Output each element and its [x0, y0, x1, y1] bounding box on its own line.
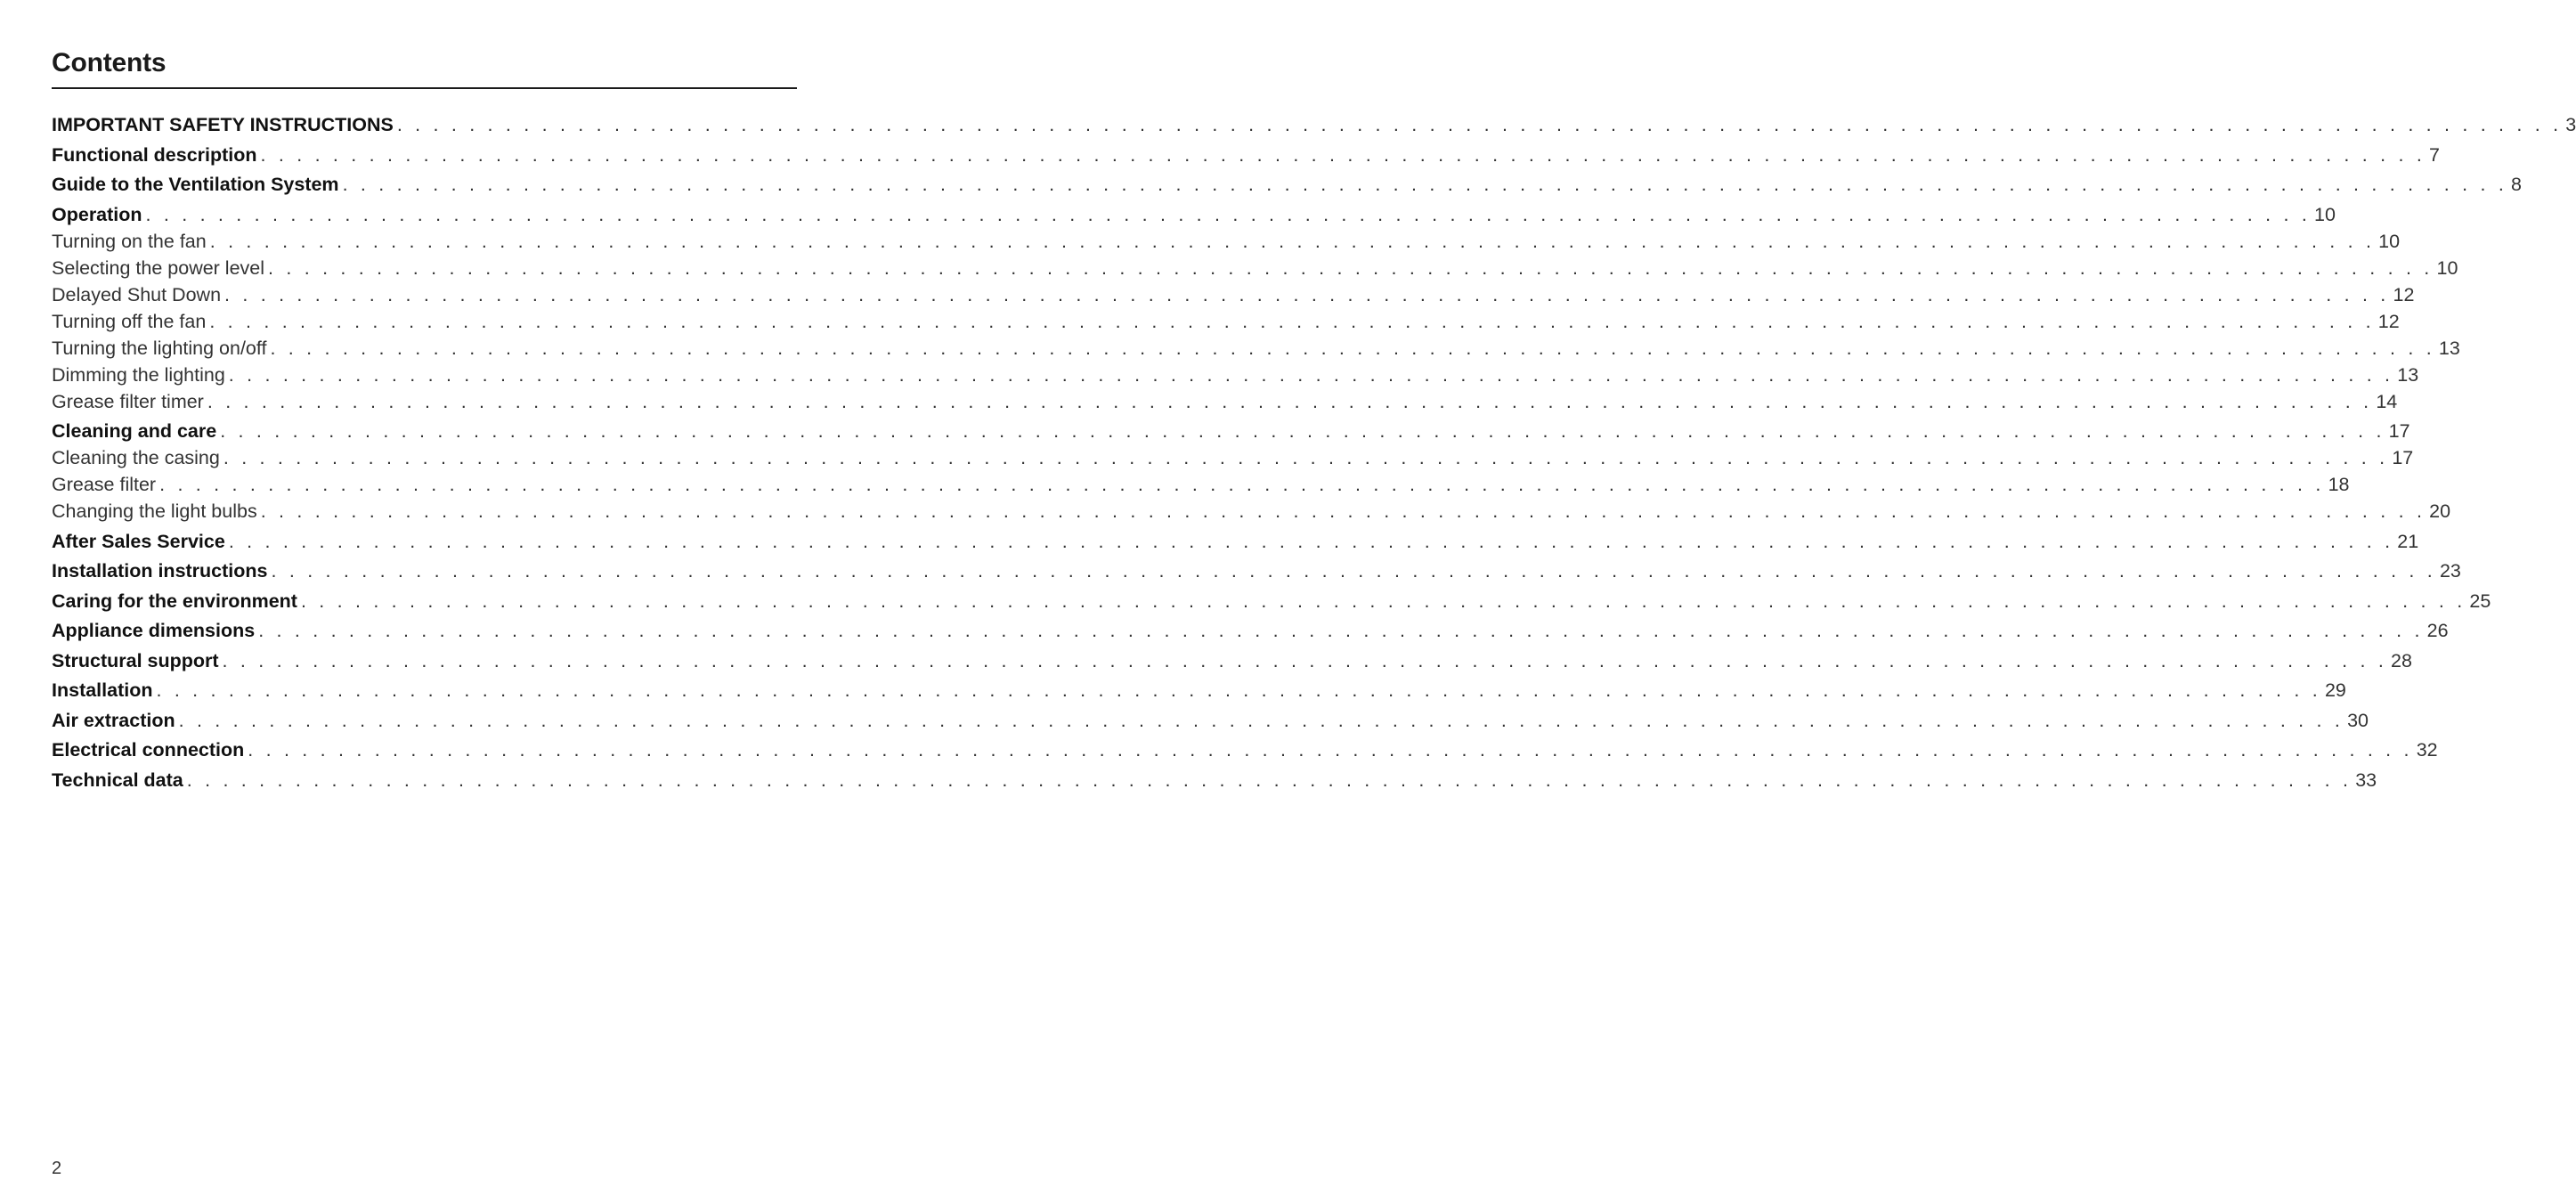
toc-entry-page: 12: [2393, 283, 2415, 305]
toc-entry[interactable]: [52, 111, 2576, 138]
toc-entry-label: Turning on the fan: [52, 230, 207, 252]
toc-entry-page: 23: [2439, 560, 2461, 582]
toc-entry[interactable]: [52, 471, 2350, 498]
toc-entry-page: 33: [2355, 769, 2377, 791]
toc-entry-page: 13: [2397, 363, 2419, 386]
toc-entry-label: Turning the lighting on/off: [52, 337, 267, 359]
toc-entry-page: 3: [2565, 114, 2576, 135]
toc-entry-page: 10: [2378, 230, 2401, 252]
toc-entry[interactable]: [52, 647, 2412, 674]
toc-entry[interactable]: [52, 498, 2451, 525]
toc-entry-label: Caring for the environment: [52, 590, 297, 612]
table-of-contents: [52, 111, 2576, 793]
toc-entry[interactable]: [52, 736, 2438, 763]
toc-dot-leader: . . . . . . . . . . . . . . . . . . . . . . . . . . . . . . . . . . . . . . . . . . . . . . . . . . . . . . . . . . . . . . . . . . . . . . . . . . . . . . . . . . . . . . . . . . . . . . . . . . . . . . . . . . . . . . . . . . . . . . . .: [260, 500, 2426, 522]
toc-entry[interactable]: [52, 255, 2458, 281]
toc-dot-leader: . . . . . . . . . . . . . . . . . . . . . . . . . . . . . . . . . . . . . . . . . . . . . . . . . . . . . . . . . . . . . . . . . . . . . . . . . . . . . . . . . . . . . . . . . . . . . . . . . . . . . . . . . . . . . . . . . . . . . . . .: [209, 230, 2376, 252]
toc-entry-page: 20: [2429, 500, 2451, 522]
toc-dot-leader: . . . . . . . . . . . . . . . . . . . . . . . . . . . . . . . . . . . . . . . . . . . . . . . . . . . . . . . . . . . . . . . . . . . . . . . . . . . . . . . . . . . . . . . . . . . . . . . . . . . . . . . . . . . . . . . . . . . . . . . .: [248, 739, 2413, 761]
toc-entry[interactable]: [52, 142, 2440, 168]
toc-entry-label: Cleaning the casing: [52, 447, 220, 468]
toc-entry-page: 26: [2426, 620, 2449, 641]
toc-entry-label: Technical data: [52, 769, 183, 791]
toc-entry-label: IMPORTANT SAFETY INSTRUCTIONS: [52, 114, 394, 135]
toc-entry-label: Appliance dimensions: [52, 620, 256, 641]
toc-entry[interactable]: [52, 617, 2449, 644]
toc-entry[interactable]: [52, 335, 2460, 362]
toc-entry-label: Selecting the power level: [52, 256, 265, 279]
toc-entry-label: Turning off the fan: [52, 310, 207, 332]
toc-dot-leader: . . . . . . . . . . . . . . . . . . . . . . . . . . . . . . . . . . . . . . . . . . . . . . . . . . . . . . . . . . . . . . . . . . . . . . . . . . . . . . . . . . . . . . . . . . . . . . . . . . . . . . . . . . . . . . . . . . . . . . . .: [186, 769, 2353, 791]
toc-entry-page: 21: [2397, 530, 2419, 552]
toc-entry[interactable]: [52, 281, 2415, 308]
toc-dot-leader: . . . . . . . . . . . . . . . . . . . . . . . . . . . . . . . . . . . . . . . . . . . . . . . . . . . . . . . . . . . . . . . . . . . . . . . . . . . . . . . . . . . . . . . . . . . . . . . . . . . . . . . . . . . . . . . . . . . . . . . .: [209, 310, 2375, 332]
toc-dot-leader: . . . . . . . . . . . . . . . . . . . . . . . . . . . . . . . . . . . . . . . . . . . . . . . . . . . . . . . . . . . . . . . . . . . . . . . . . . . . . . . . . . . . . . . . . . . . . . . . . . . . . . . . . . . . . . . . . . . . . . . .: [258, 620, 2424, 641]
toc-dot-leader: . . . . . . . . . . . . . . . . . . . . . . . . . . . . . . . . . . . . . . . . . . . . . . . . . . . . . . . . . . . . . . . . . . . . . . . . . . . . . . . . . . . . . . . . . . . . . . . . . . . . . . . . . . . . . . . . . . . . . . . .: [342, 174, 2508, 195]
title-rule: [52, 87, 797, 89]
toc-entry-page: 29: [2324, 679, 2346, 701]
toc-entry[interactable]: [52, 388, 2398, 415]
toc-entry-label: Operation: [52, 203, 142, 225]
toc-entry-label: Structural support: [52, 649, 219, 671]
toc-entry-page: 28: [2391, 649, 2412, 671]
toc-dot-leader: . . . . . . . . . . . . . . . . . . . . . . . . . . . . . . . . . . . . . . . . . . . . . . . . . . . . . . . . . . . . . . . . . . . . . . . . . . . . . . . . . . . . . . . . . . . . . . . . . . . . . . . . . . . . . . . . . . . . . . . .: [396, 114, 2563, 135]
toc-dot-leader: . . . . . . . . . . . . . . . . . . . . . . . . . . . . . . . . . . . . . . . . . . . . . . . . . . . . . . . . . . . . . . . . . . . . . . . . . . . . . . . . . . . . . . . . . . . . . . . . . . . . . . . . . . . . . . . . . . . . . . . .: [270, 337, 2435, 359]
toc-entry-page: 13: [2438, 337, 2460, 359]
toc-entry-page: 25: [2469, 590, 2491, 612]
toc-entry[interactable]: [52, 308, 2400, 335]
toc-entry[interactable]: [52, 677, 2346, 704]
toc-dot-leader: . . . . . . . . . . . . . . . . . . . . . . . . . . . . . . . . . . . . . . . . . . . . . . . . . . . . . . . . . . . . . . . . . . . . . . . . . . . . . . . . . . . . . . . . . . . . . . . . . . . . . . . . . . . . . . . . . . . . . . . .: [228, 363, 2394, 386]
toc-entry-label: Grease filter timer: [52, 390, 204, 412]
toc-entry[interactable]: [52, 707, 2369, 734]
toc-dot-leader: . . . . . . . . . . . . . . . . . . . . . . . . . . . . . . . . . . . . . . . . . . . . . . . . . . . . . . . . . . . . . . . . . . . . . . . . . . . . . . . . . . . . . . . . . . . . . . . . . . . . . . . . . . . . . . . . . . . . . . . .: [271, 560, 2436, 582]
toc-entry-label: Grease filter: [52, 474, 157, 495]
toc-entry-label: Changing the light bulbs: [52, 500, 257, 522]
toc-entry-page: 10: [2436, 256, 2458, 279]
toc-dot-leader: . . . . . . . . . . . . . . . . . . . . . . . . . . . . . . . . . . . . . . . . . . . . . . . . . . . . . . . . . . . . . . . . . . . . . . . . . . . . . . . . . . . . . . . . . . . . . . . . . . . . . . . . . . . . . . . . . . . . . . . .: [260, 143, 2426, 166]
toc-entry-label: Cleaning and care: [52, 420, 217, 442]
toc-entry-page: 8: [2511, 174, 2522, 195]
toc-dot-leader: . . . . . . . . . . . . . . . . . . . . . . . . . . . . . . . . . . . . . . . . . . . . . . . . . . . . . . . . . . . . . . . . . . . . . . . . . . . . . . . . . . . . . . . . . . . . . . . . . . . . . . . . . . . . . . . . . . . . . . . .: [223, 447, 2389, 468]
toc-entry[interactable]: [52, 362, 2419, 388]
toc-dot-leader: . . . . . . . . . . . . . . . . . . . . . . . . . . . . . . . . . . . . . . . . . . . . . . . . . . . . . . . . . . . . . . . . . . . . . . . . . . . . . . . . . . . . . . . . . . . . . . . . . . . . . . . . . . . . . . . . . . . . . . . .: [207, 390, 2373, 412]
toc-dot-leader: . . . . . . . . . . . . . . . . . . . . . . . . . . . . . . . . . . . . . . . . . . . . . . . . . . . . . . . . . . . . . . . . . . . . . . . . . . . . . . . . . . . . . . . . . . . . . . . . . . . . . . . . . . . . . . . . . . . . . . . .: [159, 474, 2325, 495]
toc-dot-leader: . . . . . . . . . . . . . . . . . . . . . . . . . . . . . . . . . . . . . . . . . . . . . . . . . . . . . . . . . . . . . . . . . . . . . . . . . . . . . . . . . . . . . . . . . . . . . . . . . . . . . . . . . . . . . . . . . . . . . . . .: [222, 649, 2387, 671]
toc-entry[interactable]: [52, 418, 2410, 444]
toc-entry-label: Guide to the Ventilation System: [52, 174, 339, 195]
toc-entry-label: Electrical connection: [52, 739, 245, 761]
toc-entry[interactable]: [52, 767, 2377, 793]
toc-entry-label: Installation: [52, 679, 153, 701]
toc-dot-leader: . . . . . . . . . . . . . . . . . . . . . . . . . . . . . . . . . . . . . . . . . . . . . . . . . . . . . . . . . . . . . . . . . . . . . . . . . . . . . . . . . . . . . . . . . . . . . . . . . . . . . . . . . . . . . . . . . . . . . . . .: [178, 709, 2344, 731]
page-number: 2: [52, 1159, 62, 1178]
page-title: Contents: [52, 48, 167, 77]
toc-dot-leader: . . . . . . . . . . . . . . . . . . . . . . . . . . . . . . . . . . . . . . . . . . . . . . . . . . . . . . . . . . . . . . . . . . . . . . . . . . . . . . . . . . . . . . . . . . . . . . . . . . . . . . . . . . . . . . . . . . . . . . . .: [145, 203, 2311, 225]
toc-entry[interactable]: [52, 588, 2491, 614]
toc-entry[interactable]: [52, 444, 2414, 471]
toc-entry-page: 17: [2392, 447, 2414, 468]
toc-dot-leader: . . . . . . . . . . . . . . . . . . . . . . . . . . . . . . . . . . . . . . . . . . . . . . . . . . . . . . . . . . . . . . . . . . . . . . . . . . . . . . . . . . . . . . . . . . . . . . . . . . . . . . . . . . . . . . . . . . . . . . . .: [300, 590, 2466, 612]
toc-entry-page: 30: [2347, 709, 2369, 731]
toc-entry-label: Air extraction: [52, 709, 175, 731]
toc-entry-label: Dimming the lighting: [52, 363, 225, 386]
toc-dot-leader: . . . . . . . . . . . . . . . . . . . . . . . . . . . . . . . . . . . . . . . . . . . . . . . . . . . . . . . . . . . . . . . . . . . . . . . . . . . . . . . . . . . . . . . . . . . . . . . . . . . . . . . . . . . . . . . . . . . . . . . .: [268, 256, 2434, 279]
toc-entry-label: Functional description: [52, 143, 257, 166]
toc-entry-page: 10: [2314, 203, 2336, 225]
toc-dot-leader: . . . . . . . . . . . . . . . . . . . . . . . . . . . . . . . . . . . . . . . . . . . . . . . . . . . . . . . . . . . . . . . . . . . . . . . . . . . . . . . . . . . . . . . . . . . . . . . . . . . . . . . . . . . . . . . . . . . . . . . .: [228, 530, 2394, 552]
toc-entry[interactable]: [52, 171, 2522, 198]
toc-entry[interactable]: [52, 228, 2401, 255]
toc-dot-leader: . . . . . . . . . . . . . . . . . . . . . . . . . . . . . . . . . . . . . . . . . . . . . . . . . . . . . . . . . . . . . . . . . . . . . . . . . . . . . . . . . . . . . . . . . . . . . . . . . . . . . . . . . . . . . . . . . . . . . . . .: [156, 679, 2321, 701]
toc-entry-page: 17: [2388, 420, 2410, 442]
toc-entry-page: 32: [2416, 739, 2438, 761]
toc-entry-page: 14: [2376, 390, 2398, 412]
toc-entry[interactable]: [52, 528, 2419, 555]
toc-entry-page: 7: [2429, 143, 2440, 166]
toc-entry-label: Installation instructions: [52, 560, 268, 582]
toc-dot-leader: . . . . . . . . . . . . . . . . . . . . . . . . . . . . . . . . . . . . . . . . . . . . . . . . . . . . . . . . . . . . . . . . . . . . . . . . . . . . . . . . . . . . . . . . . . . . . . . . . . . . . . . . . . . . . . . . . . . . . . . .: [220, 420, 2385, 442]
toc-entry-label: Delayed Shut Down: [52, 283, 222, 305]
toc-dot-leader: . . . . . . . . . . . . . . . . . . . . . . . . . . . . . . . . . . . . . . . . . . . . . . . . . . . . . . . . . . . . . . . . . . . . . . . . . . . . . . . . . . . . . . . . . . . . . . . . . . . . . . . . . . . . . . . . . . . . . . . .: [224, 283, 2390, 305]
toc-entry-page: 12: [2377, 310, 2400, 332]
toc-entry[interactable]: [52, 557, 2461, 584]
toc-entry-page: 18: [2328, 474, 2350, 495]
toc-entry-label: After Sales Service: [52, 530, 225, 552]
toc-entry[interactable]: [52, 201, 2336, 228]
